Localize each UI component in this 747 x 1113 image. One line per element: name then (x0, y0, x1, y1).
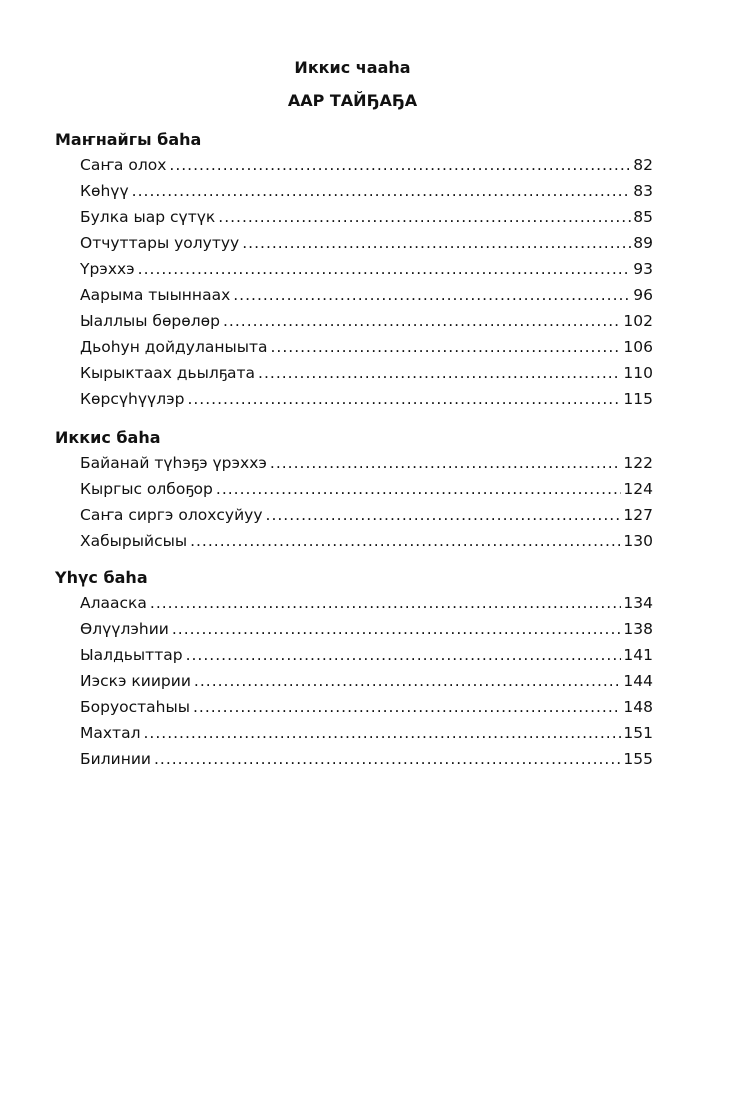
part-title: Иккис чааһа (294, 58, 411, 77)
dot-leader (190, 528, 621, 554)
dot-leader (233, 282, 631, 308)
entry-title: Байанай түһэҕэ үрэххэ (80, 454, 267, 472)
toc-section (55, 128, 653, 412)
section-heading: Иккис баһа (55, 428, 161, 447)
dot-leader (172, 616, 622, 642)
entry-title: Саҥа сиргэ олохсуйуу (80, 506, 263, 524)
toc-entry[interactable] (80, 746, 653, 772)
toc-entry[interactable] (80, 360, 653, 386)
entry-page-number: 148 (623, 698, 653, 716)
entry-page-number: 124 (623, 480, 653, 498)
entry-title: Алааска (80, 594, 147, 612)
dot-leader (242, 230, 631, 256)
entry-title: Иэскэ киирии (80, 672, 191, 690)
toc-section (55, 426, 653, 554)
dot-leader (138, 256, 632, 282)
entry-title: Көһүү (80, 182, 129, 200)
toc-entry[interactable] (80, 694, 653, 720)
dot-leader (187, 386, 621, 412)
entry-page-number: 155 (623, 750, 653, 768)
entry-page-number: 130 (623, 532, 653, 550)
entry-page-number: 96 (633, 286, 653, 304)
entry-page-number: 127 (623, 506, 653, 524)
dot-leader (258, 360, 621, 386)
dot-leader (271, 334, 622, 360)
toc-entry[interactable] (80, 334, 653, 360)
toc-entry[interactable] (80, 616, 653, 642)
entry-page-number: 85 (633, 208, 653, 226)
toc-entry[interactable] (80, 502, 653, 528)
entry-title: Өлүүлэһии (80, 620, 169, 638)
toc-entry[interactable] (80, 590, 653, 616)
entry-page-number: 141 (623, 646, 653, 664)
dot-leader (193, 694, 621, 720)
entry-page-number: 144 (623, 672, 653, 690)
entry-title: Махтал (80, 724, 141, 742)
toc-entry[interactable] (80, 308, 653, 334)
entry-title: Үрэххэ (80, 260, 135, 278)
entry-title: Ыалдьыттар (80, 646, 183, 664)
toc-entry[interactable] (80, 668, 653, 694)
dot-leader (270, 450, 622, 476)
toc-entry[interactable] (80, 152, 653, 178)
entry-page-number: 110 (623, 364, 653, 382)
dot-leader (223, 308, 621, 334)
entry-page-number: 122 (623, 454, 653, 472)
entry-title: Кыргыс олбоҕор (80, 480, 213, 498)
dot-leader (169, 152, 631, 178)
entry-page-number: 89 (633, 234, 653, 252)
section-heading: Маҥнайгы баһа (55, 130, 202, 149)
entry-page-number: 93 (633, 260, 653, 278)
entry-page-number: 115 (623, 390, 653, 408)
entry-title: Кырыктаах дьылҕата (80, 364, 256, 382)
toc-entry[interactable] (80, 386, 653, 412)
toc-entry[interactable] (80, 720, 653, 746)
entry-page-number: 83 (633, 182, 653, 200)
toc-entry[interactable] (80, 642, 653, 668)
entry-page-number: 134 (623, 594, 653, 612)
dot-leader (150, 590, 622, 616)
entry-page-number: 82 (633, 156, 653, 174)
entry-title: Билинии (80, 750, 151, 768)
toc-entry[interactable] (80, 450, 653, 476)
entry-title: Аарыма тыыннаах (80, 286, 231, 304)
dot-leader (154, 746, 621, 772)
toc-entry[interactable] (80, 178, 653, 204)
dot-leader (266, 502, 622, 528)
entry-title: Отчуттары уолутуу (80, 234, 240, 252)
dot-leader (132, 178, 632, 204)
entry-page-number: 106 (623, 338, 653, 356)
toc-entry[interactable] (80, 476, 653, 502)
entry-page-number: 138 (623, 620, 653, 638)
dot-leader (218, 204, 631, 230)
section-heading: Үһүс баһа (55, 568, 148, 587)
entry-title: Көрсүһүүлэр (80, 390, 185, 408)
entry-title: Булка ыар сүтүк (80, 208, 216, 226)
entry-title: Дьоһун дойдуланыыта (80, 338, 268, 356)
book-title: ААР ТАЙҔАҔА (287, 91, 418, 110)
entry-title: Ыаллыы бөрөлөр (80, 312, 220, 330)
dot-leader (186, 642, 622, 668)
toc-entry[interactable] (80, 282, 653, 308)
toc-entry[interactable] (80, 528, 653, 554)
dot-leader (216, 476, 622, 502)
dot-leader (194, 668, 621, 694)
dot-leader (143, 720, 621, 746)
toc-entry[interactable] (80, 256, 653, 282)
toc-entry[interactable] (80, 204, 653, 230)
entry-title: Боруостаһыы (80, 698, 190, 716)
entry-title: Хабырыйсыы (80, 532, 188, 550)
entry-page-number: 102 (623, 312, 653, 330)
entry-title: Саҥа олох (80, 156, 167, 174)
toc-section (55, 566, 653, 772)
entry-page-number: 151 (623, 724, 653, 742)
toc-entry[interactable] (80, 230, 653, 256)
